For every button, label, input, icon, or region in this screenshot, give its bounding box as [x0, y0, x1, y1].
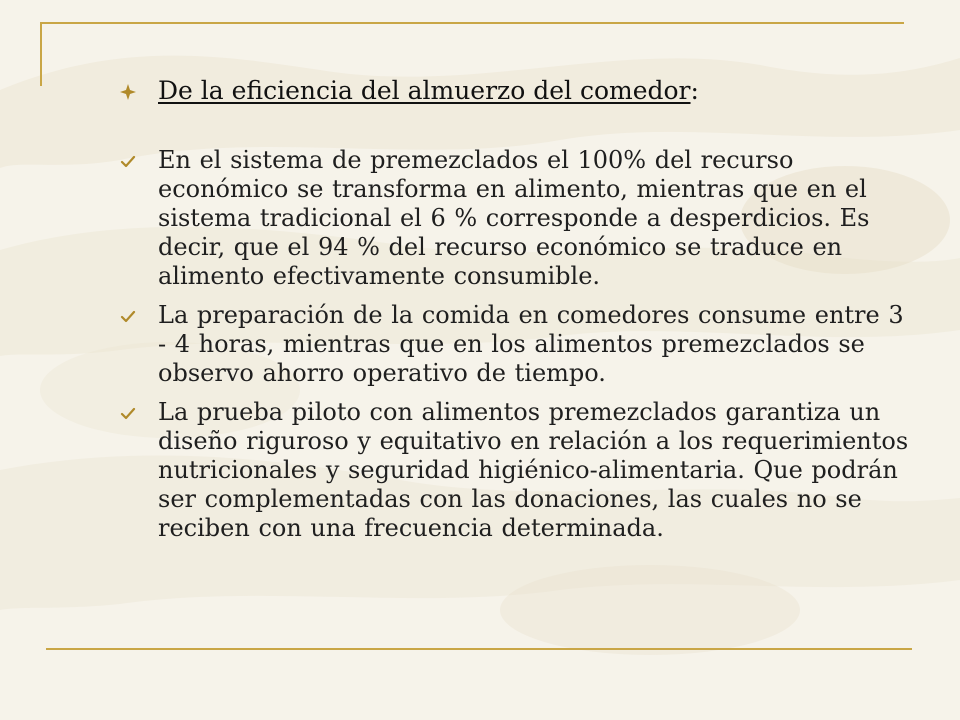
- list-item-text: En el sistema de premezclados el 100% del recurso económico se transforma en alimento, mientras que en el sistema tradicional el 6 % corresponde a desperdicios. Es decir, que el 94 % del recurso económico se traduce en alimento efectivamente consumible.: [158, 146, 870, 290]
- frame-bottom-line: [46, 648, 912, 650]
- list-item: [120, 398, 920, 543]
- diamond-bullet-icon: [120, 84, 136, 100]
- checkmark-icon: [120, 406, 136, 422]
- frame-top-line: [40, 22, 904, 24]
- frame-left-line: [40, 22, 42, 86]
- list-item-text: La preparación de la comida en comedores consume entre 3 - 4 horas, mientras que en los alimentos premezclados se observo ahorro operativo de tiempo.: [158, 301, 904, 387]
- checkmark-icon: [120, 154, 136, 170]
- heading-title: De la eficiencia del almuerzo del comedor: [158, 76, 691, 105]
- heading-suffix: :: [690, 76, 699, 105]
- list-item-text: La prueba piloto con alimentos premezclados garantiza un diseño riguroso y equitativo en relación a los requerimientos nutricionales y seguridad higiénico-alimentaria. Que podrán ser complementadas con las donaciones, las cuales no se reciben con una frecuencia determinada.: [158, 398, 909, 542]
- list-item: [120, 146, 920, 291]
- slide-heading: [120, 76, 920, 106]
- slide-content: [120, 76, 920, 553]
- heading-text: [158, 76, 920, 106]
- list-item: [120, 301, 920, 388]
- checkmark-icon: [120, 309, 136, 325]
